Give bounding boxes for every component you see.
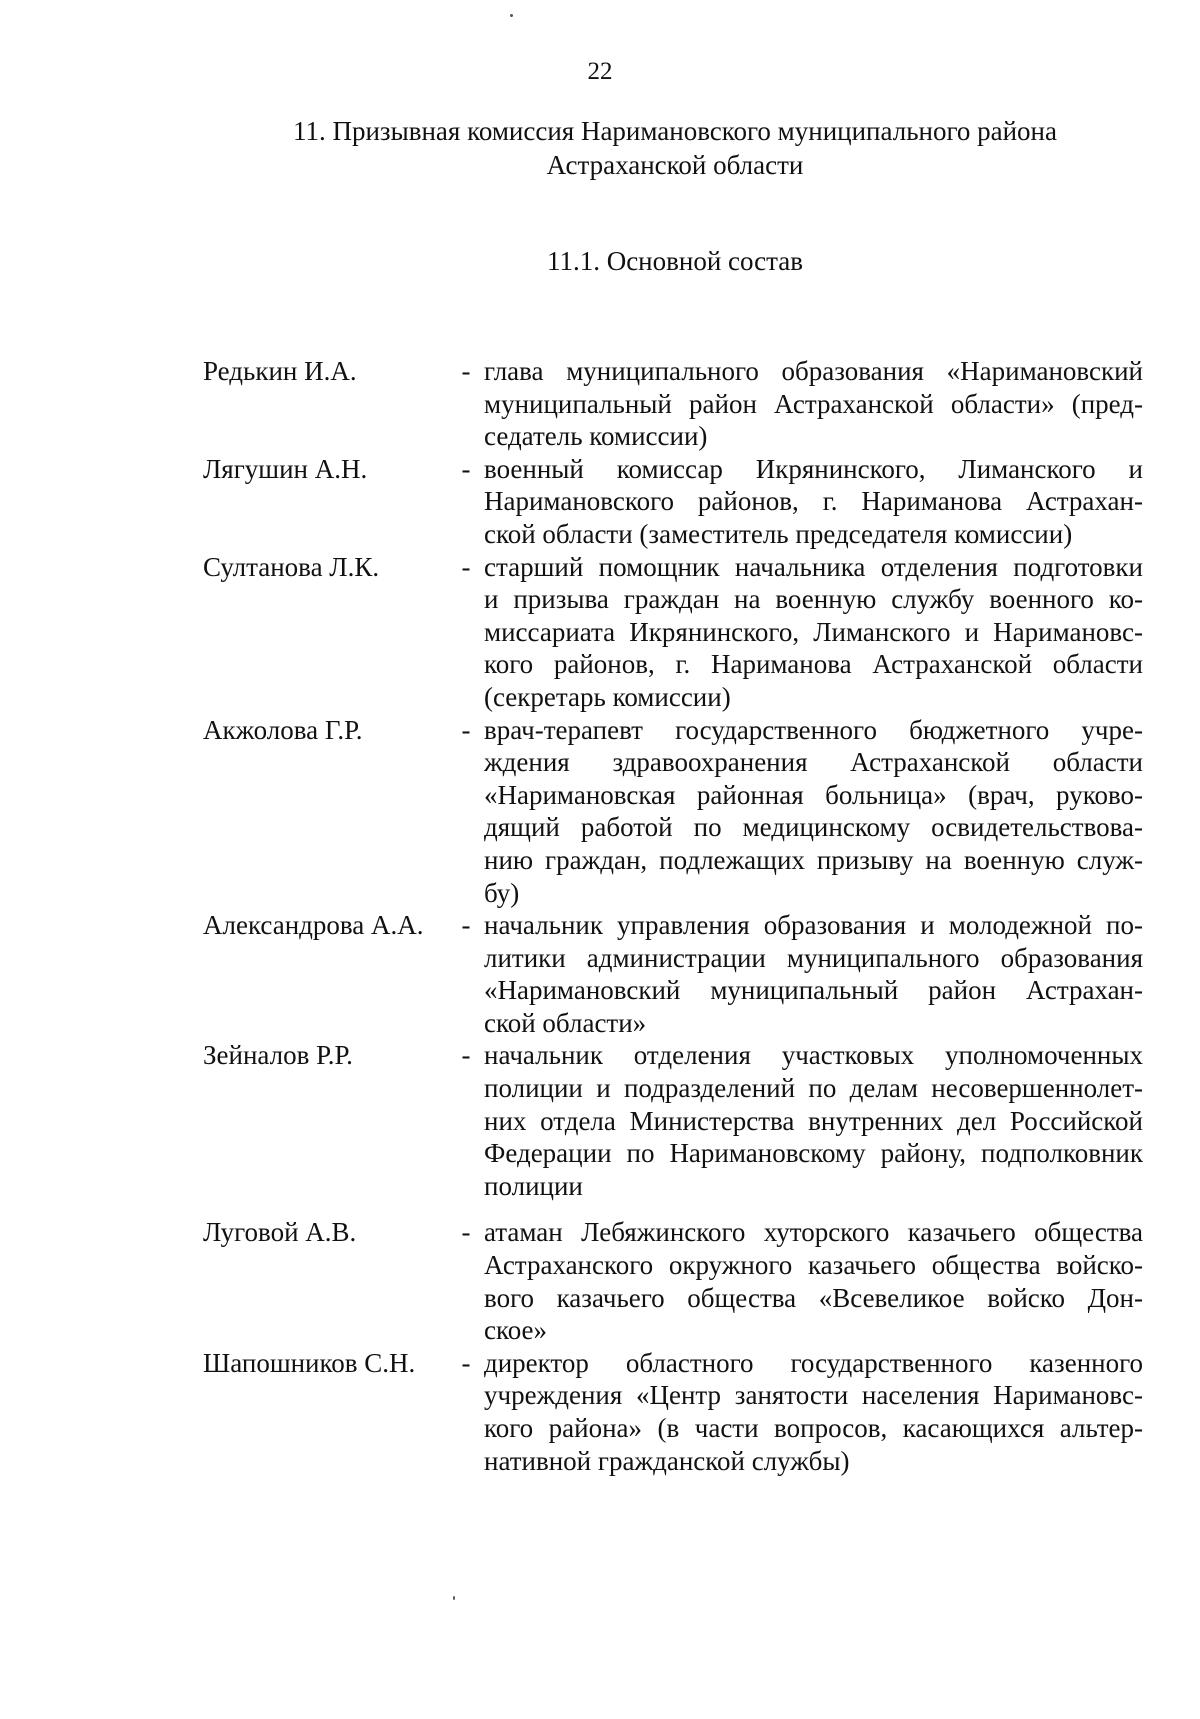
member-role-line: старший помощник начальника отделения подготовки xyxy=(484,551,1143,582)
member-role-line: ской области» xyxy=(484,1007,647,1038)
member-role-line: (секретарь комиссии) xyxy=(484,681,731,712)
member-role xyxy=(484,909,1143,1039)
member-role-line: «Наримановская районная больница» (врач, руково- xyxy=(484,779,1143,810)
member-role-line: Астраханского окружного казачьего общества войско- xyxy=(484,1250,1143,1281)
scan-speck xyxy=(453,1596,455,1600)
member-role-line: муниципальный район Астраханской области» (пред- xyxy=(484,388,1143,419)
scan-speck xyxy=(510,14,513,17)
member-role xyxy=(484,714,1143,910)
member-name: Лягушин А.Н. xyxy=(203,453,368,484)
member-entry xyxy=(203,453,1143,551)
member-entry xyxy=(203,1039,1143,1202)
member-dash: - xyxy=(461,453,471,484)
member-role-line: «Наримановский муниципальный район Астрахан- xyxy=(484,975,1143,1006)
member-role-line: них отдела Министерства внутренних дел Российской xyxy=(484,1105,1143,1136)
member-role xyxy=(484,551,1143,714)
member-role-line: директор областного государственного казенного xyxy=(484,1347,1143,1378)
member-dash: - xyxy=(461,356,471,386)
member-role-line: ское» xyxy=(484,1315,548,1346)
member-role xyxy=(484,453,1143,551)
member-role-line: врач-терапевт государственного бюджетного учре- xyxy=(484,714,1143,745)
member-name: Султанова Л.К. xyxy=(203,551,380,582)
member-role-line: миссариата Икрянинского, Лиманского и Наримановс- xyxy=(484,616,1143,647)
member-role xyxy=(484,1347,1143,1477)
member-role-line: полиции xyxy=(484,1170,583,1201)
member-role-line: Федерации по Наримановскому району, подполковник xyxy=(484,1138,1143,1169)
member-dash: - xyxy=(461,551,471,582)
member-dash: - xyxy=(461,714,471,745)
member-list xyxy=(203,355,1143,1477)
member-dash: - xyxy=(461,910,471,941)
member-role-line: бу) xyxy=(484,877,520,908)
document-heading xyxy=(200,114,1150,182)
member-entry xyxy=(203,1216,1143,1346)
member-role-line: Наримановского районов, г. Нариманова Астрахан- xyxy=(484,486,1143,517)
heading-line-2: Астраханской области xyxy=(546,150,804,180)
member-role-line: дящий работой по медицинскому освидетельствова- xyxy=(484,812,1143,843)
heading-line-1: 11. Призывная комиссия Наримановского муниципального района xyxy=(292,116,1057,146)
member-name: Акжолова Г.Р. xyxy=(203,714,363,745)
member-role-line: седатель комиссии) xyxy=(484,421,708,452)
member-role-line: глава муниципального образования «Наримановский xyxy=(484,356,1143,386)
member-role-line: начальник отделения участковых уполномоченных xyxy=(484,1040,1143,1071)
member-name: Александрова А.А. xyxy=(203,910,424,941)
member-role-line: учреждения «Центр занятости населения Наримановс- xyxy=(484,1380,1143,1411)
member-name: Луговой А.В. xyxy=(203,1217,357,1248)
member-role-line: полиции и подразделений по делам несовершеннолет- xyxy=(484,1073,1143,1104)
member-role-line: военный комиссар Икрянинского, Лиманского и xyxy=(484,453,1143,484)
member-role-line: нию граждан, подлежащих призыву на военную служ- xyxy=(484,844,1143,875)
member-entry xyxy=(203,714,1143,910)
member-role-line: литики администрации муниципального образования xyxy=(484,942,1143,973)
member-dash: - xyxy=(461,1347,471,1378)
member-role-line: кого районов, г. Нариманова Астраханской области xyxy=(484,649,1143,680)
member-role-line: начальник управления образования и молодежной по- xyxy=(484,910,1143,941)
member-entry xyxy=(203,355,1143,453)
member-role xyxy=(484,355,1143,453)
member-role-line: ждения здравоохранения Астраханской области xyxy=(484,747,1143,778)
member-role-line: вого казачьего общества «Всевеликое войско Дон- xyxy=(484,1282,1143,1313)
member-role xyxy=(484,1039,1143,1202)
section-subheading: 11.1. Основной состав xyxy=(546,246,804,276)
member-role-line: ской области (заместитель председателя комиссии) xyxy=(484,518,1073,549)
member-dash: - xyxy=(461,1040,471,1071)
member-role-line: кого района» (в части вопросов, касающихся альтер- xyxy=(484,1413,1143,1443)
member-role xyxy=(484,1216,1143,1346)
member-entry xyxy=(203,551,1143,714)
member-name: Шапошников С.Н. xyxy=(203,1347,416,1378)
member-role-line: нативной гражданской службы) xyxy=(484,1445,850,1476)
member-name: Зейналов Р.Р. xyxy=(203,1040,353,1071)
member-role-line: атаман Лебяжинского хуторского казачьего общества xyxy=(484,1217,1143,1248)
page-number: 22 xyxy=(587,58,613,85)
member-entry xyxy=(203,1347,1143,1477)
member-entry xyxy=(203,909,1143,1039)
member-role-line: и призыва граждан на военную службу военного ко- xyxy=(484,584,1143,615)
member-dash: - xyxy=(461,1217,471,1248)
member-name: Редькин И.А. xyxy=(203,356,357,386)
